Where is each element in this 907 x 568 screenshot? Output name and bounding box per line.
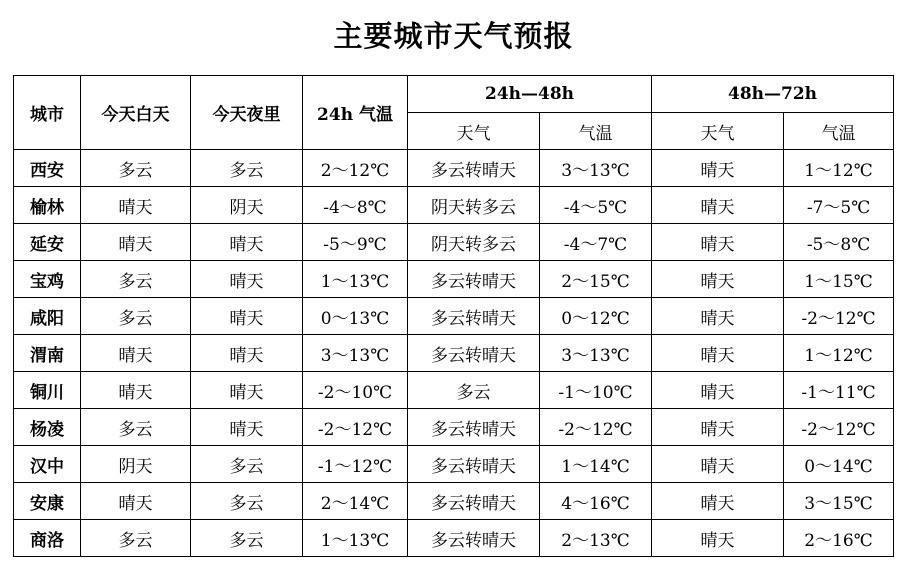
temp-24h-cell: 3～13℃ [303,335,408,372]
today-day-cell: 阴天 [81,446,191,483]
temp-72-cell: 1～12℃ [784,335,894,372]
header-row-top [14,76,894,113]
city-cell: 咸阳 [14,298,81,335]
temp-72-cell: -7～5℃ [784,187,894,224]
temp-72-cell: 0～14℃ [784,446,894,483]
weather-48-cell: 多云转晴天 [408,261,540,298]
temp-48-cell: 3～13℃ [540,150,652,187]
header-today-day: 今天白天 [81,76,191,150]
today-night-cell: 晴天 [191,335,303,372]
weather-72-cell: 晴天 [652,372,784,409]
header-city: 城市 [14,76,81,150]
weather-48-cell: 多云转晴天 [408,335,540,372]
table-row [14,372,894,409]
city-cell: 杨凌 [14,409,81,446]
weather-48-cell: 多云转晴天 [408,520,540,557]
temp-48-cell: 2～15℃ [540,261,652,298]
table-row [14,187,894,224]
today-day-cell: 晴天 [81,335,191,372]
today-day-cell: 晴天 [81,483,191,520]
table-row [14,446,894,483]
header-today-night: 今天夜里 [191,76,303,150]
table-row [14,150,894,187]
temp-72-cell: 1～12℃ [784,150,894,187]
temp-24h-cell: -2～10℃ [303,372,408,409]
today-day-cell: 多云 [81,298,191,335]
temp-48-cell: 3～13℃ [540,335,652,372]
temp-48-cell: -2～12℃ [540,409,652,446]
temp-24h-cell: 1～13℃ [303,520,408,557]
city-cell: 安康 [14,483,81,520]
weather-72-cell: 晴天 [652,224,784,261]
temp-24h-cell: 2～12℃ [303,150,408,187]
temp-72-cell: -5～8℃ [784,224,894,261]
forecast-table [13,75,894,557]
temp-48-cell: -4～5℃ [540,187,652,224]
temp-72-cell: 1～15℃ [784,261,894,298]
weather-48-cell: 阴天转多云 [408,187,540,224]
city-cell: 延安 [14,224,81,261]
today-night-cell: 晴天 [191,298,303,335]
temp-48-cell: 2～13℃ [540,520,652,557]
temp-72-cell: -2～12℃ [784,298,894,335]
today-night-cell: 晴天 [191,224,303,261]
temp-72-cell: -2～12℃ [784,409,894,446]
temp-24h-cell: 0～13℃ [303,298,408,335]
weather-72-cell: 晴天 [652,520,784,557]
temp-24h-cell: -4～8℃ [303,187,408,224]
temp-24h-cell: -5～9℃ [303,224,408,261]
temp-24h-cell: 2～14℃ [303,483,408,520]
today-night-cell: 多云 [191,150,303,187]
city-cell: 榆林 [14,187,81,224]
city-cell: 渭南 [14,335,81,372]
temp-72-cell: 3～15℃ [784,483,894,520]
today-day-cell: 多云 [81,520,191,557]
temp-48-cell: -1～10℃ [540,372,652,409]
weather-48-cell: 多云转晴天 [408,150,540,187]
today-night-cell: 晴天 [191,261,303,298]
weather-72-cell: 晴天 [652,261,784,298]
weather-72-cell: 晴天 [652,446,784,483]
weather-72-cell: 晴天 [652,150,784,187]
header-temp-24h: 24h 气温 [303,76,408,150]
city-cell: 宝鸡 [14,261,81,298]
weather-48-cell: 多云转晴天 [408,483,540,520]
header-group-48-72: 48h—72h [652,76,894,113]
temp-48-cell: 0～12℃ [540,298,652,335]
header-temp-72: 气温 [784,113,894,150]
weather-48-cell: 多云转晴天 [408,446,540,483]
weather-48-cell: 多云 [408,372,540,409]
temp-24h-cell: -2～12℃ [303,409,408,446]
city-cell: 汉中 [14,446,81,483]
weather-72-cell: 晴天 [652,409,784,446]
table-row [14,335,894,372]
header-weather-48: 天气 [408,113,540,150]
table-row [14,261,894,298]
today-night-cell: 阴天 [191,187,303,224]
table-row [14,409,894,446]
page-title: 主要城市天气预报 [333,19,574,53]
table-row [14,298,894,335]
weather-72-cell: 晴天 [652,335,784,372]
temp-48-cell: 1～14℃ [540,446,652,483]
temp-48-cell: 4～16℃ [540,483,652,520]
temp-72-cell: 2～16℃ [784,520,894,557]
weather-48-cell: 阴天转多云 [408,224,540,261]
weather-48-cell: 多云转晴天 [408,298,540,335]
weather-72-cell: 晴天 [652,483,784,520]
today-day-cell: 晴天 [81,187,191,224]
header-temp-48: 气温 [540,113,652,150]
weather-72-cell: 晴天 [652,187,784,224]
table-row [14,520,894,557]
today-day-cell: 多云 [81,261,191,298]
city-cell: 商洛 [14,520,81,557]
temp-24h-cell: 1～13℃ [303,261,408,298]
temp-48-cell: -4～7℃ [540,224,652,261]
today-night-cell: 多云 [191,520,303,557]
today-day-cell: 多云 [81,150,191,187]
today-night-cell: 多云 [191,483,303,520]
temp-24h-cell: -1～12℃ [303,446,408,483]
temp-72-cell: -1～11℃ [784,372,894,409]
weather-72-cell: 晴天 [652,298,784,335]
today-day-cell: 多云 [81,409,191,446]
today-night-cell: 多云 [191,446,303,483]
table-row [14,483,894,520]
header-weather-72: 天气 [652,113,784,150]
today-day-cell: 晴天 [81,372,191,409]
weather-48-cell: 多云转晴天 [408,409,540,446]
city-cell: 西安 [14,150,81,187]
today-night-cell: 晴天 [191,372,303,409]
header-group-24-48: 24h—48h [408,76,652,113]
city-cell: 铜川 [14,372,81,409]
table-row [14,224,894,261]
today-day-cell: 晴天 [81,224,191,261]
today-night-cell: 晴天 [191,409,303,446]
